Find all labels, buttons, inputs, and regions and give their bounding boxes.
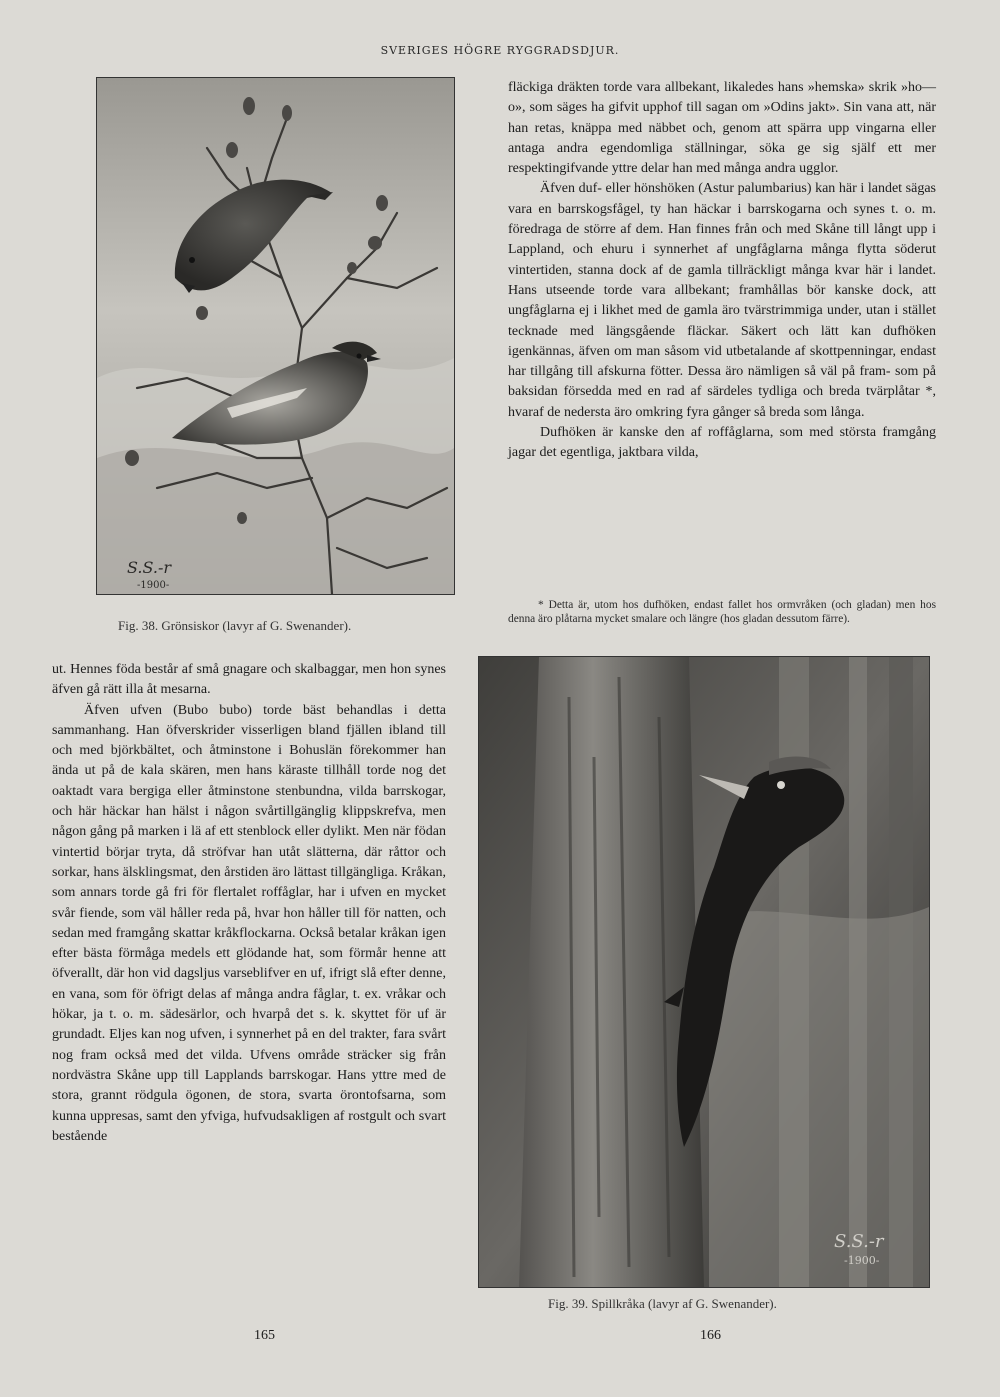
figure-39-caption: Fig. 39. Spillkråka (lavyr af G. Swenander). [548,1296,777,1311]
running-title: SVERIGES HÖGRE RYGGRADSDJUR. [380,44,620,57]
left-paragraph: ut. Hennes föda består af små gnagare och skalbaggar, men hon synes äfven gå rätt illa åt mesarna. [52,662,446,698]
figure-39-illustration [478,656,930,1288]
right-paragraph: fläckiga dräkten torde vara allbekant, likaledes hans »hemska» skrik »ho—o», som säges ha gifvit upphof till sagan om »Odins jakt». Sin vana att, när han retas, knäppa med näbbet och, genom att spärra upp vingarna eller antaga andra egendomliga ställningar, söka ge sig själf ett mer respektingifvande yttre delar han med många andra ugglor. [508,80,936,177]
figure-39-signature: S.S.-r [834,1231,884,1252]
left-text-column [52,660,446,1147]
page-number-left: 165 [254,1328,275,1343]
right-paragraph: Dufhöken är kanske den af roffåglarna, som med största framgång jagar det egentliga, jaktbara vilda, [508,425,936,461]
footnote [508,598,936,626]
figure-39-year: -1900- [844,1254,880,1267]
figure-38-signature: S.S.-r [127,558,172,577]
figure-38-illustration [96,77,455,595]
right-paragraph: Äfven duf- eller hönshöken (Astur palumbarius) kan här i landet sägas vara en barrskogsfågel, ty han häckar i barrskogarna och synes t. o. m. föredraga de större af dem. Han finnes från och med Skåne till långt upp i Lappland, och ehuru i synnerhet af ungfåglarna många flytta söderut vintertiden, stanna dock af de gamla tillräckligt många kvar här i landet. Hans utseende torde vara allbekant; framhållas bör kanske dock, att ungfåglarna ej i likhet med de gamla äro tvärstrimmiga under, utan i stället tecknade med längsgående fläckar. Säkert och lätt kan dufhöken igenkännas, äfven om man såsom vid utbetalande af skottpenningar, endast har tillgång till afskurna fötter. Dessa äro nämligen så väl på fram- som på baksidan försedda med en rad af särdeles tydliga och breda tvärplåtar *, hvaraf de nedersta äro omkring fyra gånger så breda som långa. [508,181,936,420]
page-number-right: 166 [700,1328,721,1343]
right-text-column [508,78,936,464]
left-paragraph: Äfven ufven (Bubo bubo) torde bäst behandlas i detta sammanhang. Han öfverskrider visserligen bland fjällen ibland till och med björkbältet, och åtminstone i Bohuslän förekommer han ända ut på de kala skären, men hans käraste tillhåll torde nog det oaktadt vara bergiga eller åtminstone stenbundna, vilda barrskogar, och här häckar han hälst i någon svårtillgänglig klippskrefva, men någon gång på marken i lä af ett stenblock eller dylikt. Men när födan vintertid börjar tryta, då ströfvar han utåt slätterna, där råttor och sorkar, hans älsklingsmat, den årstiden äro lättast tillgängliga. Kråkan, som annars torde gå fri för flertalet roffåglar, har i ufven en mycket svår fiende, som väl håller reda på, hvar hon håller till för natten, och sedan med framgång skattar kråkflockarna. Också betalar kråkan igen efter bästa förmåga medels ett glödande hat, som förmår henne att öfverallt, där hon vid dagsljus varseblifver en uf, ifrigt slå efter denne, en vana, som för öfrigt delas af många andra fåglar, t. ex. vråkar och hökar, ja t. o. m. sädesärlor, och hvarpå det s. k. skyttet för uf är grundadt. Eljes kan nog ufven, i synnerhet på en del trakter, fara svårt nog fram också med det vilda. Ufvens område sträcker sig från nordvästra Skåne upp till Lapplands barrskogar. Hans yttre med de stora, grannt rödgula ögonen, de stora, svarta örontofsarna, som kunna uppresas, samt den yfviga, hufvudsakligen af rostgult och svart bestående [52,702,446,1144]
figure-38-year: -1900- [137,580,170,591]
figure-38-caption: Fig. 38. Grönsiskor (lavyr af G. Swenander). [118,618,352,633]
footnote-text: * Detta är, utom hos dufhöken, endast fallet hos ormvråken (och gladan) men hos denna äro plåtarna mycket smalare och längre (hos gladan dessutom färre). [508,599,936,625]
